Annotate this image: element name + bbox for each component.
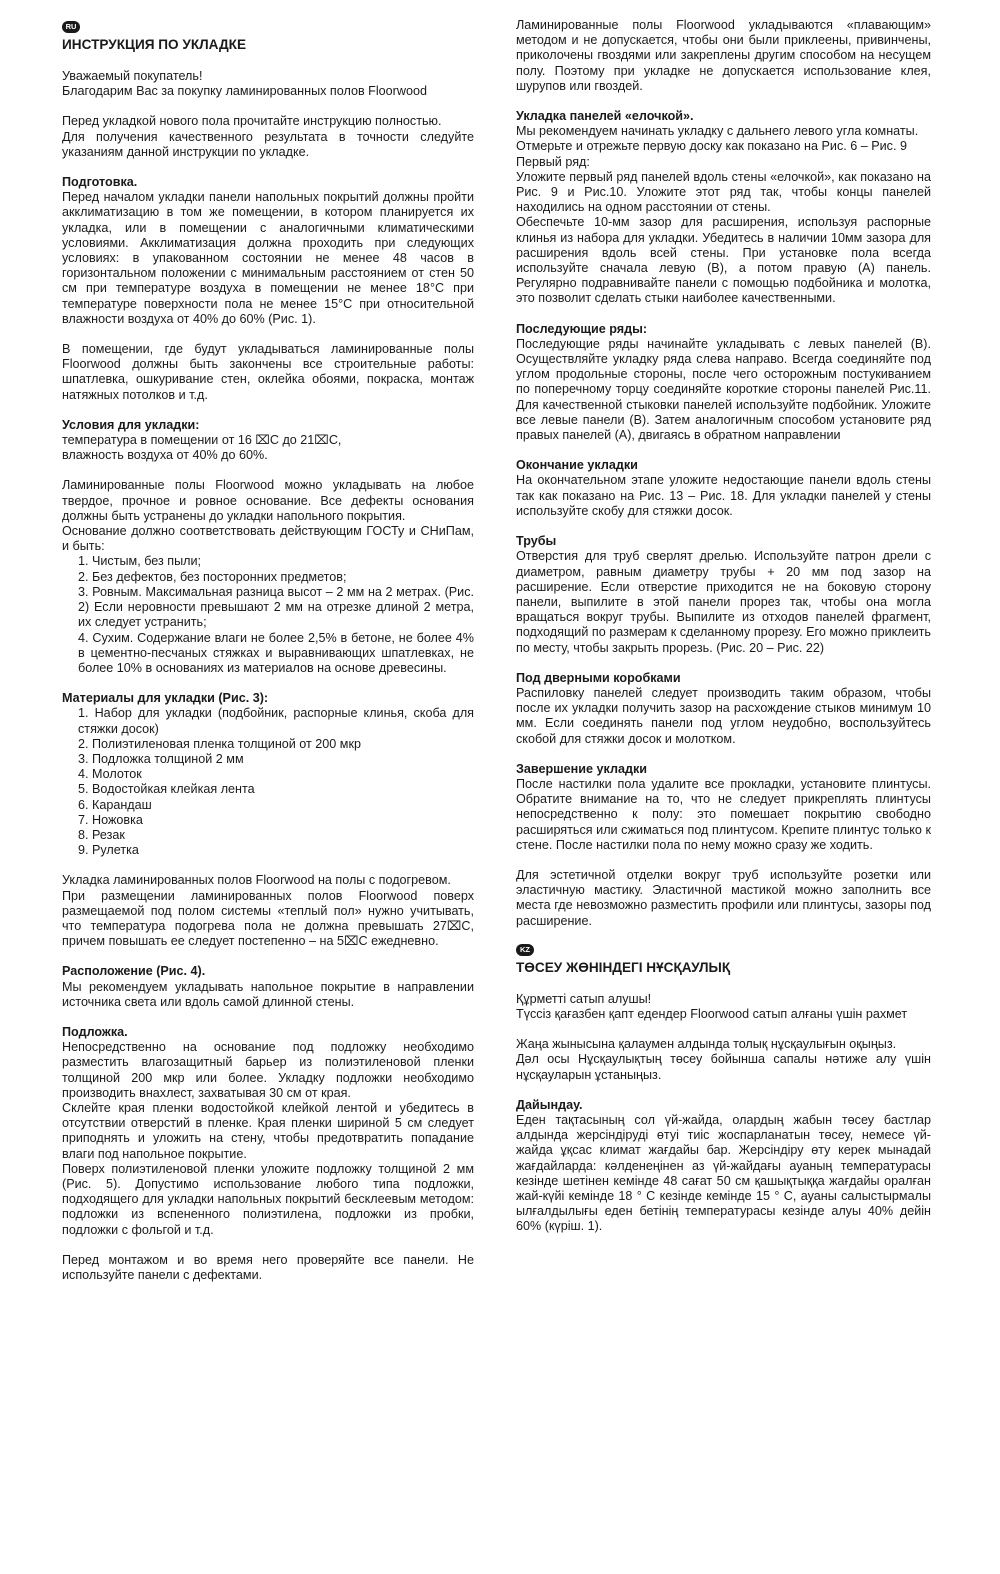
follow-instructions-text: Для получения качественного результата в точности следуйте указаниям данной инструкции по укладке. xyxy=(62,129,474,159)
kz-read-instructions-text: Жаңа жынысына қалаумен алдында толық нұсқаулығын оқыңыз. xyxy=(516,1037,897,1052)
herringbone-first-row-label: Первый ряд: xyxy=(516,154,590,169)
pipes-paragraph: Отверстия для труб сверлят дрелью. Используйте патрон дрели с диаметром, равным диаметру трубы + 20 мм под зазор на расширение. Если отверстие приходится не на боковую сторону панели, выпилите в этой панели прорез так, чтобы она могла вращаться вокруг трубы. Выпилите из отходов панелей фрагмент, подходящий по размерам к сделанному прорезу. Его можно приклеить по месту, чтобы закрыть прорезь. (Рис. 20 – Рис. 22) xyxy=(516,549,931,655)
door-frames-paragraph: Распиловку панелей следует производить таким образом, чтобы после их укладки получить зазор на расхождение стыков минимум 10 мм. Если соединять панели под углом неудобно, воспользуйтесь скобой для стяжки досок и молотком. xyxy=(516,685,931,746)
heated-floor-intro: Укладка ламинированных полов Floorwood на полы с подогревом. xyxy=(62,873,451,888)
section-heading-door-frames: Под дверными коробками xyxy=(516,670,681,685)
page-title-ru: ИНСТРУКЦИЯ ПО УКЛАДКЕ xyxy=(62,37,247,52)
thanks-text: Благодарим Вас за покупку ламинированных полов Floorwood xyxy=(62,84,427,99)
list-item: 1. Набор для укладки (подбойник, распорные клинья, скоба для стяжки досок) xyxy=(78,706,474,736)
section-heading-conditions: Условия для укладки: xyxy=(62,417,200,432)
herringbone-paragraph-4: Уложите первый ряд панелей вдоль стены «елочкой», как показано на Рис. 9 и Рис.10. Уложите этот ряд так, чтобы концы панелей находились на одном расстоянии от стены. xyxy=(516,169,931,215)
list-item: 1. Чистым, без пыли; xyxy=(78,554,202,569)
construction-works-paragraph: В помещении, где будут укладываться ламинированные полы Floorwood должны быть закончены все строительные работы: шпатлевка, ошкуривание стен, оклейка обоями, покраска, монтаж натяжных потолков и т.д. xyxy=(62,342,474,402)
section-heading-location: Расположение (Рис. 4). xyxy=(62,964,206,979)
heated-floor-paragraph: При размещении ламинированных полов Floorwood поверх размещаемой под полом системы «теплый пол» нужно учитывать, что температура подогрева пола не должна превышать 27⌧С, причем повышать ее следует постепенно – на 5⌧С ежедневно. xyxy=(62,888,474,949)
location-paragraph: Мы рекомендуем укладывать напольное покрытие в направлении источника света или вдоль самой длинной стены. xyxy=(62,979,474,1009)
list-item: 8. Резак xyxy=(78,827,125,842)
kz-thanks-text: Түссіз қағазбен қапт едендер Floorwood сатып алғаны үшін рахмет xyxy=(516,1006,908,1021)
list-item: 2. Полиэтиленовая пленка толщиной от 200 мкр xyxy=(78,736,361,751)
section-heading-materials: Материалы для укладки (Рис. 3): xyxy=(62,691,269,706)
herringbone-paragraph-2: Отмерьте и отрежьте первую доску как показано на Рис. 6 – Рис. 9 xyxy=(516,139,907,154)
list-item: 2. Без дефектов, без посторонних предметов; xyxy=(78,569,347,584)
language-badge-ru: RU xyxy=(62,21,80,33)
materials-list xyxy=(62,706,474,858)
check-panels-paragraph: Перед монтажом и во время него проверяйте все панели. Не используйте панели с дефектами. xyxy=(62,1252,474,1283)
list-item: 3. Ровным. Максимальная разница высот – 2 мм на 2 метрах. (Рис. 2) Если неровности превышают 2 мм на отрезке длиной 2 метра, их следует устранить; xyxy=(78,584,474,630)
list-item: 7. Ножовка xyxy=(78,812,143,827)
list-item: 4. Молоток xyxy=(78,767,142,782)
list-item: 6. Карандаш xyxy=(78,797,152,812)
kz-preparation-paragraph: Еден тақтасының сол үй-жайда, олардың жабын төсеу бастлар алдында жерсіндіруді өтуі тиіс жоспарланатын төсеу, немесе үй-жайда ұқсас климат жағдайы бар. Жерсіндіру өту керек мынадай жағдайларда: кәлденеңінен аз үй-жайдағы ауаның температурасы кезінде шетінен кемінде 48 сағат 50 см қашықтыққа жағдайы оралған жай-күйі кемінде 18 ° С кезінде кемінде 15 ° С, ауаны салыстырмалы ылғалдылығы еден бетінің температурасы кезінде алуы 40% дейін 60% (күріш. 1). xyxy=(516,1112,931,1234)
section-heading-next-rows: Последующие ряды: xyxy=(516,321,648,336)
humidity-condition: влажность воздуха от 40% до 60%. xyxy=(62,448,268,463)
kz-follow-instructions-text: Дәл осы Нұсқаулықтың төсеу бойынша сапалы нәтиже алу үшін нұсқауларын ұстаныңыз. xyxy=(516,1052,931,1082)
base-requirements-intro: Основание должно соответствовать действующим ГОСТу и СНиПам, и быть: xyxy=(62,524,474,554)
underlay-paragraph-2: Склейте края пленки водостойкой клейкой лентой и убедитесь в отсутствии отверстий в пленке. Края пленки шириной 5 см следует приподнять и уложить на стену, чтобы предотвратить попадание влаги под напольное покрытие. xyxy=(62,1100,474,1161)
kz-greeting: Құрметті сатып алушы! xyxy=(516,991,652,1006)
kz-section xyxy=(516,941,931,1235)
page-title-kz: ТӨСЕУ ЖӨНІНДЕГІ НҰСҚАУЛЫҚ xyxy=(516,959,731,975)
section-heading-preparation: Подготовка. xyxy=(62,175,138,190)
base-paragraph: Ламинированные полы Floorwood можно укладывать на любое твердое, прочное и ровное основание. Все дефекты основания должны быть устранены до укладки напольного покрытия. xyxy=(62,478,474,523)
list-item: 4. Сухим. Содержание влаги не более 2,5% в бетоне, не более 4% в цементно-песчаных стяжках и выравнивающих шпатлевках, не более 10% в основаниях из материалов на основе древесины. xyxy=(78,630,474,675)
right-column xyxy=(516,18,931,1235)
herringbone-paragraph-1: Мы рекомендуем начинать укладку с дальнего левого угла комнаты. xyxy=(516,124,919,139)
section-heading-finish: Завершение укладки xyxy=(516,761,648,776)
language-badge-kz: KZ xyxy=(516,944,534,956)
end-paragraph: На окончательном этапе уложите недостающие панели вдоль стены так как показано на Рис. 13 – Рис. 18. Для укладки панелей у стены используйте скобу для стяжки досок. xyxy=(516,473,931,518)
section-heading-underlay: Подложка. xyxy=(62,1024,128,1039)
finish-paragraph: После настилки пола удалите все прокладки, установите плинтусы. Обратите внимание на то, что не следует прикреплять плинтусы непосредственно к полу: это помешает покрытию свободно расширяться или сжиматься под плинтусом. Крепите плинтус только к стене. После настилки пола по нему можно сразу же ходить. xyxy=(516,776,931,852)
base-requirements-list xyxy=(62,554,474,676)
preparation-paragraph: Перед началом укладки панели напольных покрытий должны пройти акклиматизацию в том же помещении, в котором планируется их укладка, или в помещении с аналогичными климатическими условиями. Акклиматизация должна проходить при следующих условиях: в упакованном состоянии не менее 48 часов в горизонтальном положении с минимальным расстоянием от стен 50 см при температуре воздуха в помещении не менее 18°С при температуре поверхности пола не менее 15°С при относительной влажности воздуха от 40% до 60% (Рис. 1). xyxy=(62,190,474,326)
kz-section-heading-preparation: Дайындау. xyxy=(516,1097,583,1112)
left-column xyxy=(62,18,474,1283)
greeting: Уважаемый покупатель! xyxy=(62,69,203,83)
list-item: 3. Подложка толщиной 2 мм xyxy=(78,751,244,766)
section-heading-pipes: Трубы xyxy=(516,534,557,549)
underlay-paragraph-3: Поверх полиэтиленовой пленки уложите подложку толщиной 2 мм (Рис. 5). Допустимо использование любого типа подложки, подходящего для укладки напольных покрытий бесклеевым методом: подложки из вспененного полиэтилена, подложки из пробки, подложки с фольгой и т.д. xyxy=(62,1161,474,1237)
next-rows-paragraph: Последующие ряды начинайте укладывать с левых панелей (В). Осуществляйте укладку ряда слева направо. Всегда соединяйте под углом продольные стороны, после чего осторожным постукиванием по поперечному торцу соединяйте короткие стороны панелей Рис.11. Для качественной стыковки панелей используйте подбойник. Уложите все левые панели (В). Затем аналогичным способом установите ряд правых панелей (А), двигаясь в обратном направлении xyxy=(516,336,931,443)
read-instructions-text: Перед укладкой нового пола прочитайте инструкцию полностью. xyxy=(62,114,442,129)
list-item: 9. Рулетка xyxy=(78,843,139,858)
section-heading-herringbone: Укладка панелей «елочкой». xyxy=(516,109,694,124)
aesthetic-finish-paragraph: Для эстетичной отделки вокруг труб используйте розетки или эластичную мастику. Эластичной мастикой можно заполнить все места где невозможно разместить профили или плинтусы, зазоры под расширение. xyxy=(516,867,931,928)
section-heading-end: Окончание укладки xyxy=(516,458,638,473)
herringbone-paragraph-5: Обеспечьте 10-мм зазор для расширения, используя распорные клинья из набора для укладки. Убедитесь в наличии 10мм зазора для расширения вдоль всей стены. При установке пола всегда используйте сначала левую (В), а потом правую (А) панель. Регулярно подравнивайте панели с помощью подбойника и молотка, это позволит сделать стыки наиболее качественными. xyxy=(516,215,931,306)
underlay-paragraph-1: Непосредственно на основание под подложку необходимо разместить влагозащитный барьер из полиэтиленовой пленки толщиной 200 мкр или более. Укладку подложки необходимо производить внахлест, захватывая 30 см от края. xyxy=(62,1040,474,1100)
floating-method-paragraph: Ламинированные полы Floorwood укладываются «плавающим» методом и не допускается, чтобы они были приклеены, привинчены, приколочены гвоздями или закреплены другим способом на несущем полу. Поэтому при укладке не допускается использование клея, шурупов или гвоздей. xyxy=(516,18,931,93)
temperature-condition: температура в помещении от 16 ⌧С до 21⌧С, xyxy=(62,433,342,448)
list-item: 5. Водостойкая клейкая лента xyxy=(78,782,255,797)
